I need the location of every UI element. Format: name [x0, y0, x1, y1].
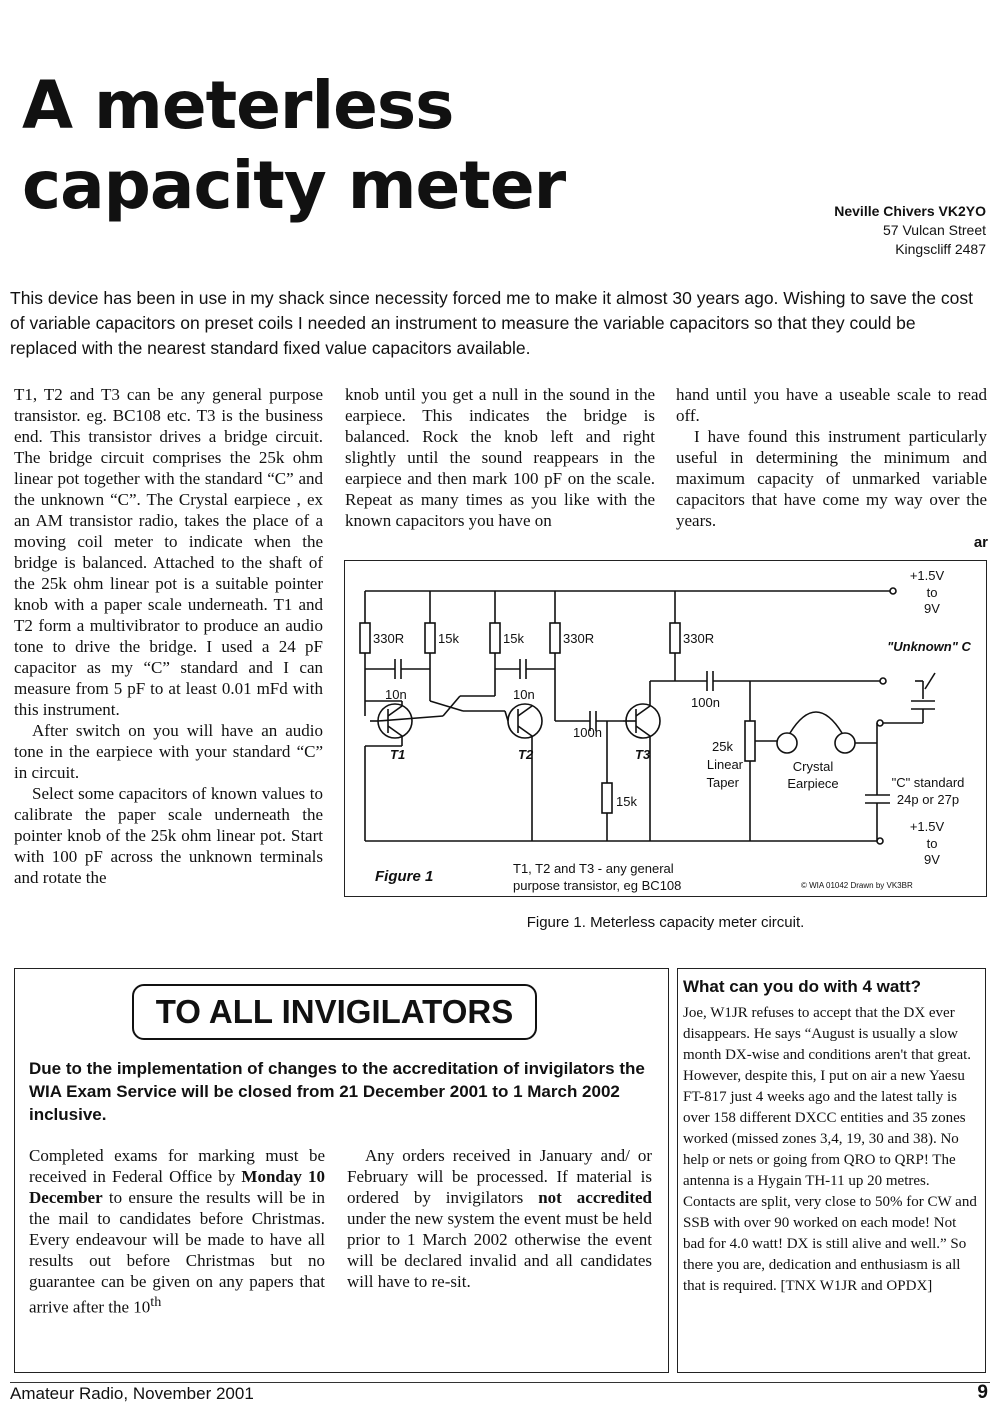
- circuit-figure: [344, 560, 987, 897]
- title-line-1: A meterless: [22, 67, 454, 144]
- t1-label: T1: [390, 747, 406, 762]
- earpiece-label-2: Earpiece: [787, 776, 839, 791]
- r5-label: 330R: [683, 631, 715, 646]
- standard-c-label-2: 24p or 27p: [896, 792, 960, 807]
- r2-label: 15k: [438, 631, 459, 646]
- c1-label: 10n: [385, 687, 407, 702]
- top-supply-terminal: [890, 588, 896, 594]
- figure-note-2: purpose transistor, eg BC108: [513, 878, 682, 893]
- notice-ordinal: th: [150, 1294, 162, 1310]
- col1-paragraph-3: Select some capacitors of known values to calibrate the paper scale underneath the pointer knob of the 25k ohm linear pot. Start with 100 pF across the unknown terminals and rotate the: [14, 784, 323, 887]
- article-title: [22, 66, 565, 226]
- unknown-c-label: "Unknown" C: [887, 639, 971, 654]
- resistor-r5: [670, 623, 680, 653]
- notice-right-text-a: Any orders received in January and/ or February will be processed. If material is ordered by invigilators: [347, 1146, 652, 1207]
- resistor-r3: [490, 623, 500, 653]
- c3-label: 100n: [573, 725, 602, 740]
- notice-lead: Due to the implementation of changes to the accreditation of invigilators the WIA Exam Service will be closed from 21 December 2001 to 1 March 2002 inclusive.: [29, 1059, 645, 1124]
- supply-bottom-label-1: +1.5V: [909, 819, 945, 834]
- col2-paragraph-1: knob until you get a null in the sound in the earpiece. This indicates the bridge is balanced. Rock the knob left and right slightly until the sound reappears in the earpiece and then mark 100 pF on the scale. Repeat as many times as you like with the known capacitors you have on: [345, 385, 655, 530]
- standard-c-label-1: "C" standard: [891, 775, 965, 790]
- notice-deadline: Monday 10 December: [29, 1167, 325, 1207]
- potentiometer: [745, 721, 755, 761]
- publication-footer: Amateur Radio, November 2001: [10, 1384, 254, 1403]
- supply-top-label-2: to: [926, 585, 938, 600]
- invigilators-notice: [14, 968, 669, 1373]
- transistor-t2: [508, 704, 542, 738]
- author-address-1: 57 Vulcan Street: [883, 222, 986, 238]
- pot-label-1: 25k: [712, 739, 733, 754]
- c4-label: 100n: [691, 695, 720, 710]
- article-column-1: [14, 384, 323, 888]
- sidebar-title: What can you do with 4 watt?: [683, 977, 921, 996]
- col3-paragraph-1: hand until you have a useable scale to read off.: [676, 385, 987, 425]
- earpiece-label-1: Crystal: [792, 759, 834, 774]
- notice-not-accredited: not accredited: [538, 1188, 652, 1207]
- notice-left-text-a: Completed exams for marking must be received in Federal Office by: [29, 1146, 325, 1186]
- unknown-terminal-bottom: [877, 720, 883, 726]
- figure-label: Figure 1: [375, 868, 434, 885]
- pot-label-3: Taper: [706, 775, 739, 790]
- intro-paragraph: This device has been in use in my shack since necessity forced me to make it almost 30 years ago. Wishing to save the cost of variable capacitors on preset coils I needed an instrument to measure the variable capacitors so that they could be replaced with the nearest standard fixed value capacitors available.: [10, 288, 973, 358]
- end-mark: ar: [973, 534, 988, 551]
- resistor-r1: [360, 623, 370, 653]
- figure-note-1: T1, T2 and T3 - any general: [513, 861, 674, 876]
- r6-label: 15k: [616, 794, 637, 809]
- footer-rule: [10, 1382, 990, 1383]
- author-address-2: Kingscliff 2487: [895, 241, 986, 257]
- author-name: Neville Chivers VK2YO: [834, 203, 986, 219]
- col3-paragraph-2: I have found this instrument particularly useful in determining the minimum and maximum capacity of unmarked variable capacitors that have come my way over the years.: [676, 427, 987, 530]
- sidebar-box: [677, 968, 986, 1373]
- notice-left-text-c: to ensure the results will be in the mail to candidates before Christmas. Every endeavour will be made to have all results out before Christmas but no guarantee can be given on any papers that arrive after the 10: [29, 1188, 325, 1317]
- resistor-r2: [425, 623, 435, 653]
- article-column-3: [676, 384, 987, 531]
- earpiece-left: [777, 733, 797, 753]
- pot-label-2: Linear: [706, 757, 743, 772]
- unknown-terminal-top: [880, 678, 886, 684]
- figure-caption: Figure 1. Meterless capacity meter circuit.: [526, 914, 805, 931]
- col1-paragraph-2: After switch on you will have an audio tone in the earpiece with your standard “C” in circuit.: [14, 721, 323, 782]
- resistor-r4: [550, 623, 560, 653]
- page-number: 9: [977, 1382, 988, 1403]
- r3-label: 15k: [503, 631, 524, 646]
- figure-credit: © WIA 01042 Drawn by VK3BR: [801, 881, 913, 890]
- notice-title: TO ALL INVIGILATORS: [132, 984, 537, 1040]
- supply-bottom-label-2: to: [926, 836, 938, 851]
- r1-label: 330R: [373, 631, 405, 646]
- circuit-schematic: [345, 561, 988, 898]
- notice-left-column: [29, 1145, 325, 1318]
- supply-top-label-1: +1.5V: [909, 568, 945, 583]
- byline: [834, 202, 986, 259]
- t3-label: T3: [635, 747, 651, 762]
- bottom-supply-terminal: [877, 838, 883, 844]
- title-line-2: capacity meter: [22, 147, 566, 224]
- supply-top-label-3: 9V: [924, 601, 940, 616]
- sidebar-body: Joe, W1JR refuses to accept that the DX ever disappears. He says “August is usually a slow month DX-wise and conditions aren't that great. However, despite this, I put on air a new Yaesu FT-817 just 4 weeks ago and the latest tally is over 158 different DXCC entities and 35 zones worked (missed zones 3,4, 19, 30 and 38). No help or nets or going from QRO to QRP! The antenna is a Hygain TH-11 up 20 metres. Contacts are split, very close to 50% for CW and SSB with over 90 worked on each mode! Not bad for 4.0 watt! DX is still alive and well.” So there you are, dedication and enthusiasm is all that is required. [TNX W1JR and OPDX]: [683, 1005, 977, 1294]
- notice-right-text-c: under the new system the event must be held prior to 1 March 2002 otherwise the event will be declared invalid and all candidates will have to re-sit.: [347, 1209, 652, 1291]
- t2-label: T2: [518, 747, 534, 762]
- supply-bottom-label-3: 9V: [924, 852, 940, 867]
- earpiece-right: [835, 733, 855, 753]
- notice-right-column: [347, 1145, 652, 1292]
- col1-paragraph-1: T1, T2 and T3 can be any general purpose transistor. eg. BC108 etc. T3 is the business end. This transistor drives a bridge circuit. The bridge circuit comprises the 25k ohm linear pot together with the standard “C” and the unknown “C”. The Crystal earpiece , ex an AM transistor radio, takes the place of a moving coil meter to indicate when the bridge is balanced. Attached to the shaft of the 25k ohm linear pot is a suitable pointer knob with a paper scale underneath. T1 and T2 form a multivibrator to produce an audio tone to drive the bridge. I used a 24 pF capacitor as my “C” standard and I can measure from 5 pF to at least 0.01 mFd with this instrument.: [14, 385, 323, 719]
- c2-label: 10n: [513, 687, 535, 702]
- r4-label: 330R: [563, 631, 595, 646]
- article-column-2: [345, 384, 655, 531]
- resistor-r6: [602, 783, 612, 813]
